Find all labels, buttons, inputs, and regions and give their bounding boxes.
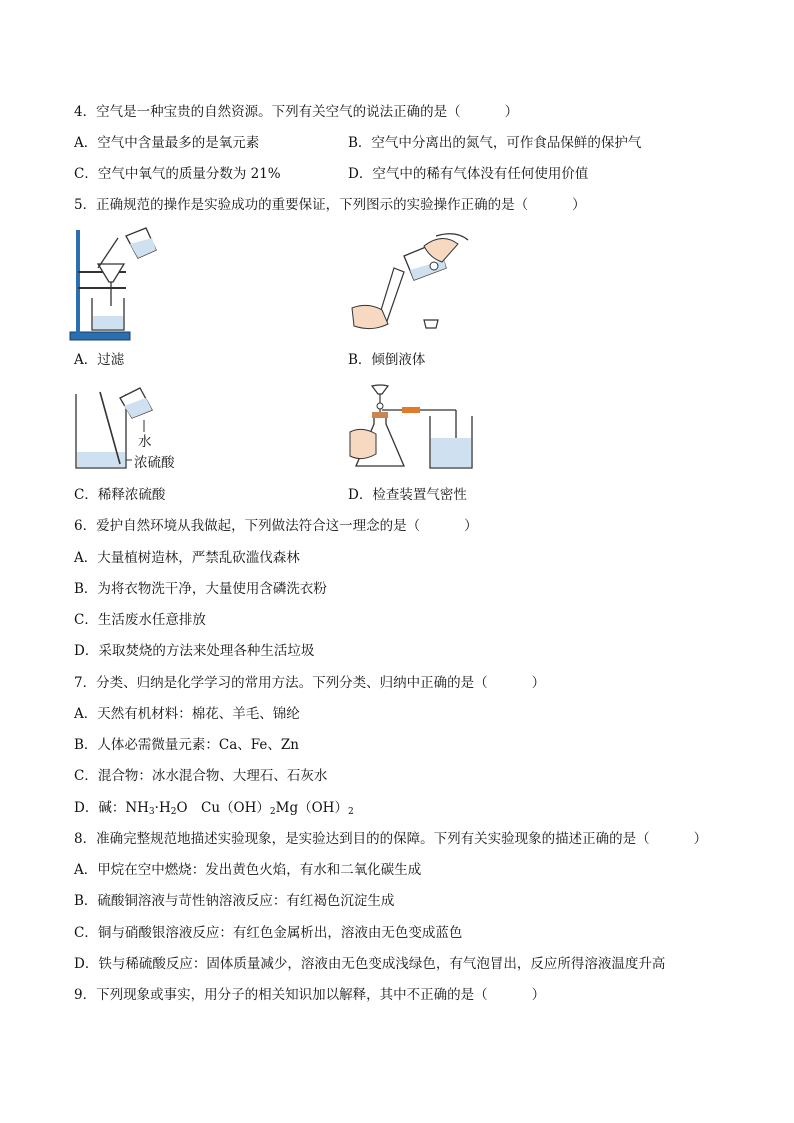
q8-stem: 8．准确完整规范地描述实验现象，是实验达到目的的保障。下列有关实验现象的描述正确的是（ ） bbox=[74, 831, 708, 847]
q4-option-d: D．空气中的稀有气体没有任何使用价值 bbox=[348, 166, 589, 182]
q5-stem: 5．正确规范的操作是实验成功的重要保证，下列图示的实验操作正确的是（ ） bbox=[74, 197, 586, 213]
q4-stem: 4．空气是一种宝贵的自然资源。下列有关空气的说法正确的是（ ） bbox=[74, 104, 519, 120]
q7-option-d: D．碱：$NH_3\cdot H_2O$ $Cu(OH)_2Mg(OH)_2$ bbox=[74, 800, 354, 817]
q6-stem: 6．爱护自然环境从我做起，下列做法符合这一理念的是（ ） bbox=[74, 518, 478, 534]
q8-option-c: C．铜与硝酸银溶液反应：有红色金属析出，溶液由无色变成蓝色 bbox=[74, 925, 463, 941]
q5-option-c: C．稀释浓硫酸 bbox=[74, 487, 166, 503]
q7-option-a: A．天然有机材料：棉花、羊毛、锦纶 bbox=[74, 706, 300, 722]
q8-option-b: B．硫酸铜溶液与苛性钠溶液反应：有红褐色沉淀生成 bbox=[74, 893, 395, 909]
q7-option-c: C．混合物：冰水混合物、大理石、石灰水 bbox=[74, 768, 328, 784]
airtightness-figure bbox=[346, 382, 476, 472]
q5-option-d: D．检查装置气密性 bbox=[348, 487, 467, 503]
label-water: 水 bbox=[138, 434, 152, 450]
q6-option-d: D．采取焚烧的方法来处理各种生活垃圾 bbox=[74, 643, 315, 659]
q7-option-b: B．人体必需微量元素：Ca、Fe、Zn bbox=[74, 737, 299, 753]
filtration-figure bbox=[68, 224, 178, 342]
label-concentrated-acid: 浓硫酸 bbox=[134, 455, 175, 471]
q7-stem: 7．分类、归纳是化学学习的常用方法。下列分类、归纳中正确的是（ ） bbox=[74, 675, 546, 691]
q8-option-d: D．铁与稀硫酸反应：固体质量减少，溶液由无色变成浅绿色，有气泡冒出，反应所得溶液温度升高 bbox=[74, 956, 666, 972]
q6-option-c: C．生活废水任意排放 bbox=[74, 612, 206, 628]
q5-option-a: A．过滤 bbox=[74, 352, 125, 368]
q6-option-a: A．大量植树造林，严禁乱砍滥伐森林 bbox=[74, 550, 300, 566]
q6-option-b: B．为将衣物洗干净，大量使用含磷洗衣粉 bbox=[74, 581, 327, 597]
q4-option-a: A．空气中含量最多的是氧元素 bbox=[74, 135, 260, 151]
q9-stem: 9．下列现象或事实，用分子的相关知识加以解释，其中不正确的是（ ） bbox=[74, 987, 546, 1003]
q8-option-a: A．甲烷在空中燃烧：发出黄色火焰，有水和二氧化碳生成 bbox=[74, 862, 422, 878]
pouring-liquid-figure bbox=[346, 228, 476, 336]
q4-option-c: C．空气中氧气的质量分数为 21% bbox=[74, 166, 281, 182]
q5-option-b: B．倾倒液体 bbox=[348, 352, 426, 368]
q4-option-b: B．空气中分离出的氮气，可作食品保鲜的保护气 bbox=[348, 135, 642, 151]
